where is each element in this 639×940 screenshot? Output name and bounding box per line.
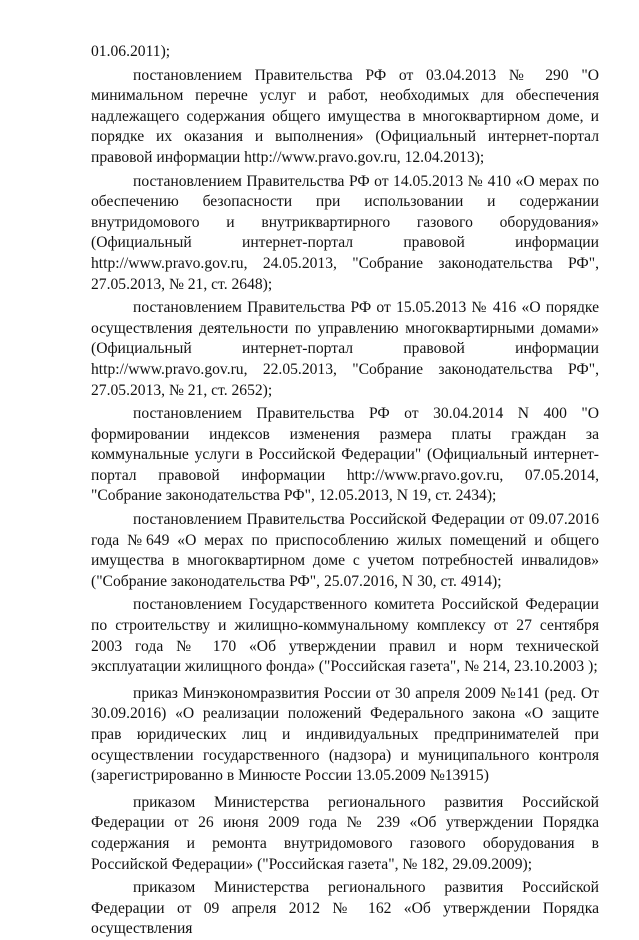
- paragraph-order-162: приказом Министерства регионального развития Российской Федерации от 09 апреля 2012 № 162 «Об утверждении Порядка осуществления: [91, 879, 599, 938]
- paragraph-resolution-170: постановлением Государственного комитета Российской Федерации по строительству и жилищно-коммунальному комплексу от 27 сентября 2003 года № 170 «Об утверждении правил и норм технической эксплуатации жилищного фонда» ("Российская газета", № 214, 23.10.2003 );: [91, 596, 599, 676]
- paragraph-order-141: приказ Минэкономразвития России от 30 апреля 2009 №141 (ред. От 30.09.2016) «О реализации положений Федерального закона «О защите прав юридических лиц и индивидуальных предпринимателей при осуществлении государственного (надзора) и муниципального контроля (зарегистрированно в Минюсте России 13.05.2009 №13915): [91, 684, 599, 785]
- paragraph-decree-416: постановлением Правительства РФ от 15.05.2013 № 416 «О порядке осуществления деятельности по управлению многоквартирными домами» (Официальный интернет-портал правовой информации http://www.pravo.gov.ru, 22.05.2013, "Собрание законодательства РФ", 27.05.2013, № 21, ст. 2652);: [91, 299, 599, 399]
- paragraph-order-239: приказом Министерства регионального развития Российской Федерации от 26 июня 2009 года № 239 «Об утверждении Порядка содержания и ремонта внутридомового газового оборудования в Российской Федерации» ("Российская газета", № 182, 29.09.2009);: [91, 793, 599, 873]
- paragraph-decree-400: постановлением Правительства РФ от 30.04.2014 N 400 "О формировании индексов изменения размера платы граждан за коммунальные услуги в Российской Федерации" (Официальный интернет-портал правовой информации http://www.pravo.gov.ru, 07.05.2014, "Собрание законодательства РФ", 12.05.2013, N 19, ст. 2434);: [91, 405, 599, 505]
- paragraph-continuation: 01.06.2011);: [91, 43, 171, 60]
- paragraph-decree-649: постановлением Правительства Российской Федерации от 09.07.2016 года №649 «О мерах по приспособлению жилых помещений и общего имущества в многоквартирном доме с учетом потребностей инвалидов» ("Собрание законодательства РФ", 25.07.2016, N 30, ст. 4914);: [91, 511, 599, 590]
- paragraph-decree-290: постановлением Правительства РФ от 03.04.2013 № 290 "О минимальном перечне услуг и работ, необходимых для обеспечения надлежащего содержания общего имущества в многоквартирном доме, и порядке их оказания и выполнения» (Официальный интернет-портал правовой информации http://www.pravo.gov.ru, 12.04.2013);: [91, 66, 599, 166]
- paragraph-decree-410: постановлением Правительства РФ от 14.05.2013 № 410 «О мерах по обеспечению безопасности при использовании и содержании внутридомового и внутриквартирного газового оборудования» (Официальный интернет-портал правовой информации http://www.pravo.gov.ru, 24.05.2013, "Собрание законодательства РФ", 27.05.2013, № 21, ст. 2648);: [91, 172, 599, 293]
